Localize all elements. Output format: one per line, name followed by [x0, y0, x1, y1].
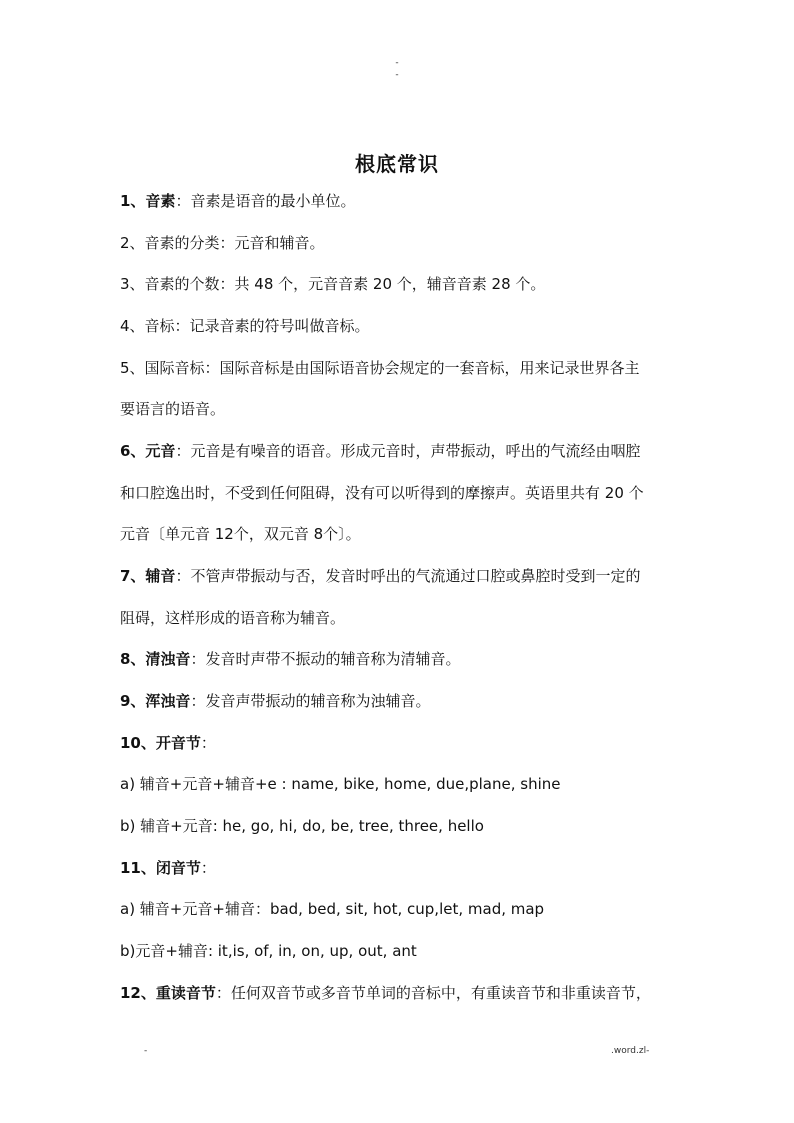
- line-text: 4、音标：记录音素的符号叫做音标。: [120, 317, 370, 335]
- footer-left-mark: -: [144, 1046, 148, 1056]
- paragraph-line: [120, 565, 690, 587]
- header-mark-top: -: [395, 58, 399, 68]
- page-title: 根底常识: [355, 152, 439, 176]
- line-text: ：音素是语音的最小单位。: [175, 192, 356, 210]
- line-text: ：发音时声带不振动的辅音称为清辅音。: [190, 650, 461, 668]
- line-text: b)元音+辅音: it,is, of, in, on, up, out, ant: [120, 942, 417, 960]
- line-strong: 6、元音: [120, 442, 176, 460]
- paragraph-line: [120, 773, 690, 795]
- line-text: ：任何双音节或多音节单词的音标中，有重读音节和非重读音节，: [215, 984, 651, 1002]
- paragraph-line: [120, 398, 690, 420]
- paragraph-line: [120, 523, 690, 545]
- line-text: a) 辅音+元音+辅音+e : name, bike, home, due,plane, shine: [120, 775, 561, 793]
- line-text: ：: [200, 734, 216, 752]
- line-text: 2、音素的分类：元音和辅音。: [120, 234, 325, 252]
- line-text: ：不管声带振动与否，发音时呼出的气流通过口腔或鼻腔时受到一定的: [175, 567, 641, 585]
- line-strong: 1、音素: [120, 192, 176, 210]
- line-text: 阻碍，这样形成的语音称为辅音。: [120, 609, 346, 627]
- paragraph-line: [120, 898, 690, 920]
- paragraph-line: [120, 732, 690, 754]
- line-strong: 7、辅音: [120, 567, 176, 585]
- line-text: 和口腔逸出时，不受到任何阻碍，没有可以听得到的摩擦声。英语里共有 20 个: [120, 484, 644, 502]
- paragraph-line: [120, 648, 690, 670]
- paragraph-line: [120, 815, 690, 837]
- paragraph-line: [120, 357, 690, 379]
- line-strong: 11、闭音节: [120, 859, 201, 877]
- paragraph-line: [120, 190, 690, 212]
- line-text: b) 辅音+元音: he, go, hi, do, be, tree, three, hello: [120, 817, 484, 835]
- paragraph-line: [120, 982, 690, 1004]
- paragraph-line: [120, 440, 690, 462]
- paragraph-line: [120, 315, 690, 337]
- line-text: 3、音素的个数：共 48 个，元音音素 20 个，辅音音素 28 个。: [120, 275, 546, 293]
- line-strong: 10、开音节: [120, 734, 201, 752]
- paragraph-line: [120, 940, 690, 962]
- paragraph-line: [120, 232, 690, 254]
- paragraph-line: [120, 857, 690, 879]
- line-text: a) 辅音+元音+辅音：bad, bed, sit, hot, cup,let, mad, map: [120, 900, 545, 918]
- paragraph-line: [120, 273, 690, 295]
- line-text: ：元音是有噪音的语音。形成元音时，声带振动，呼出的气流经由咽腔: [175, 442, 641, 460]
- paragraph-line: [120, 607, 690, 629]
- line-strong: 8、清浊音: [120, 650, 191, 668]
- line-text: 5、国际音标：国际音标是由国际语音协会规定的一套音标，用来记录世界各主: [120, 359, 640, 377]
- line-strong: 9、浑浊音: [120, 692, 191, 710]
- line-strong: 12、重读音节: [120, 984, 216, 1002]
- header-mark-bottom: -: [395, 70, 399, 80]
- line-text: 元音〔单元音 12个，双元音 8个〕。: [120, 525, 361, 543]
- paragraph-line: [120, 482, 690, 504]
- line-text: 要语言的语音。: [120, 400, 226, 418]
- footer-right-mark: .word.zl-: [611, 1046, 650, 1056]
- line-text: ：发音声带振动的辅音称为浊辅音。: [190, 692, 431, 710]
- line-text: ：: [200, 859, 216, 877]
- paragraph-line: [120, 690, 690, 712]
